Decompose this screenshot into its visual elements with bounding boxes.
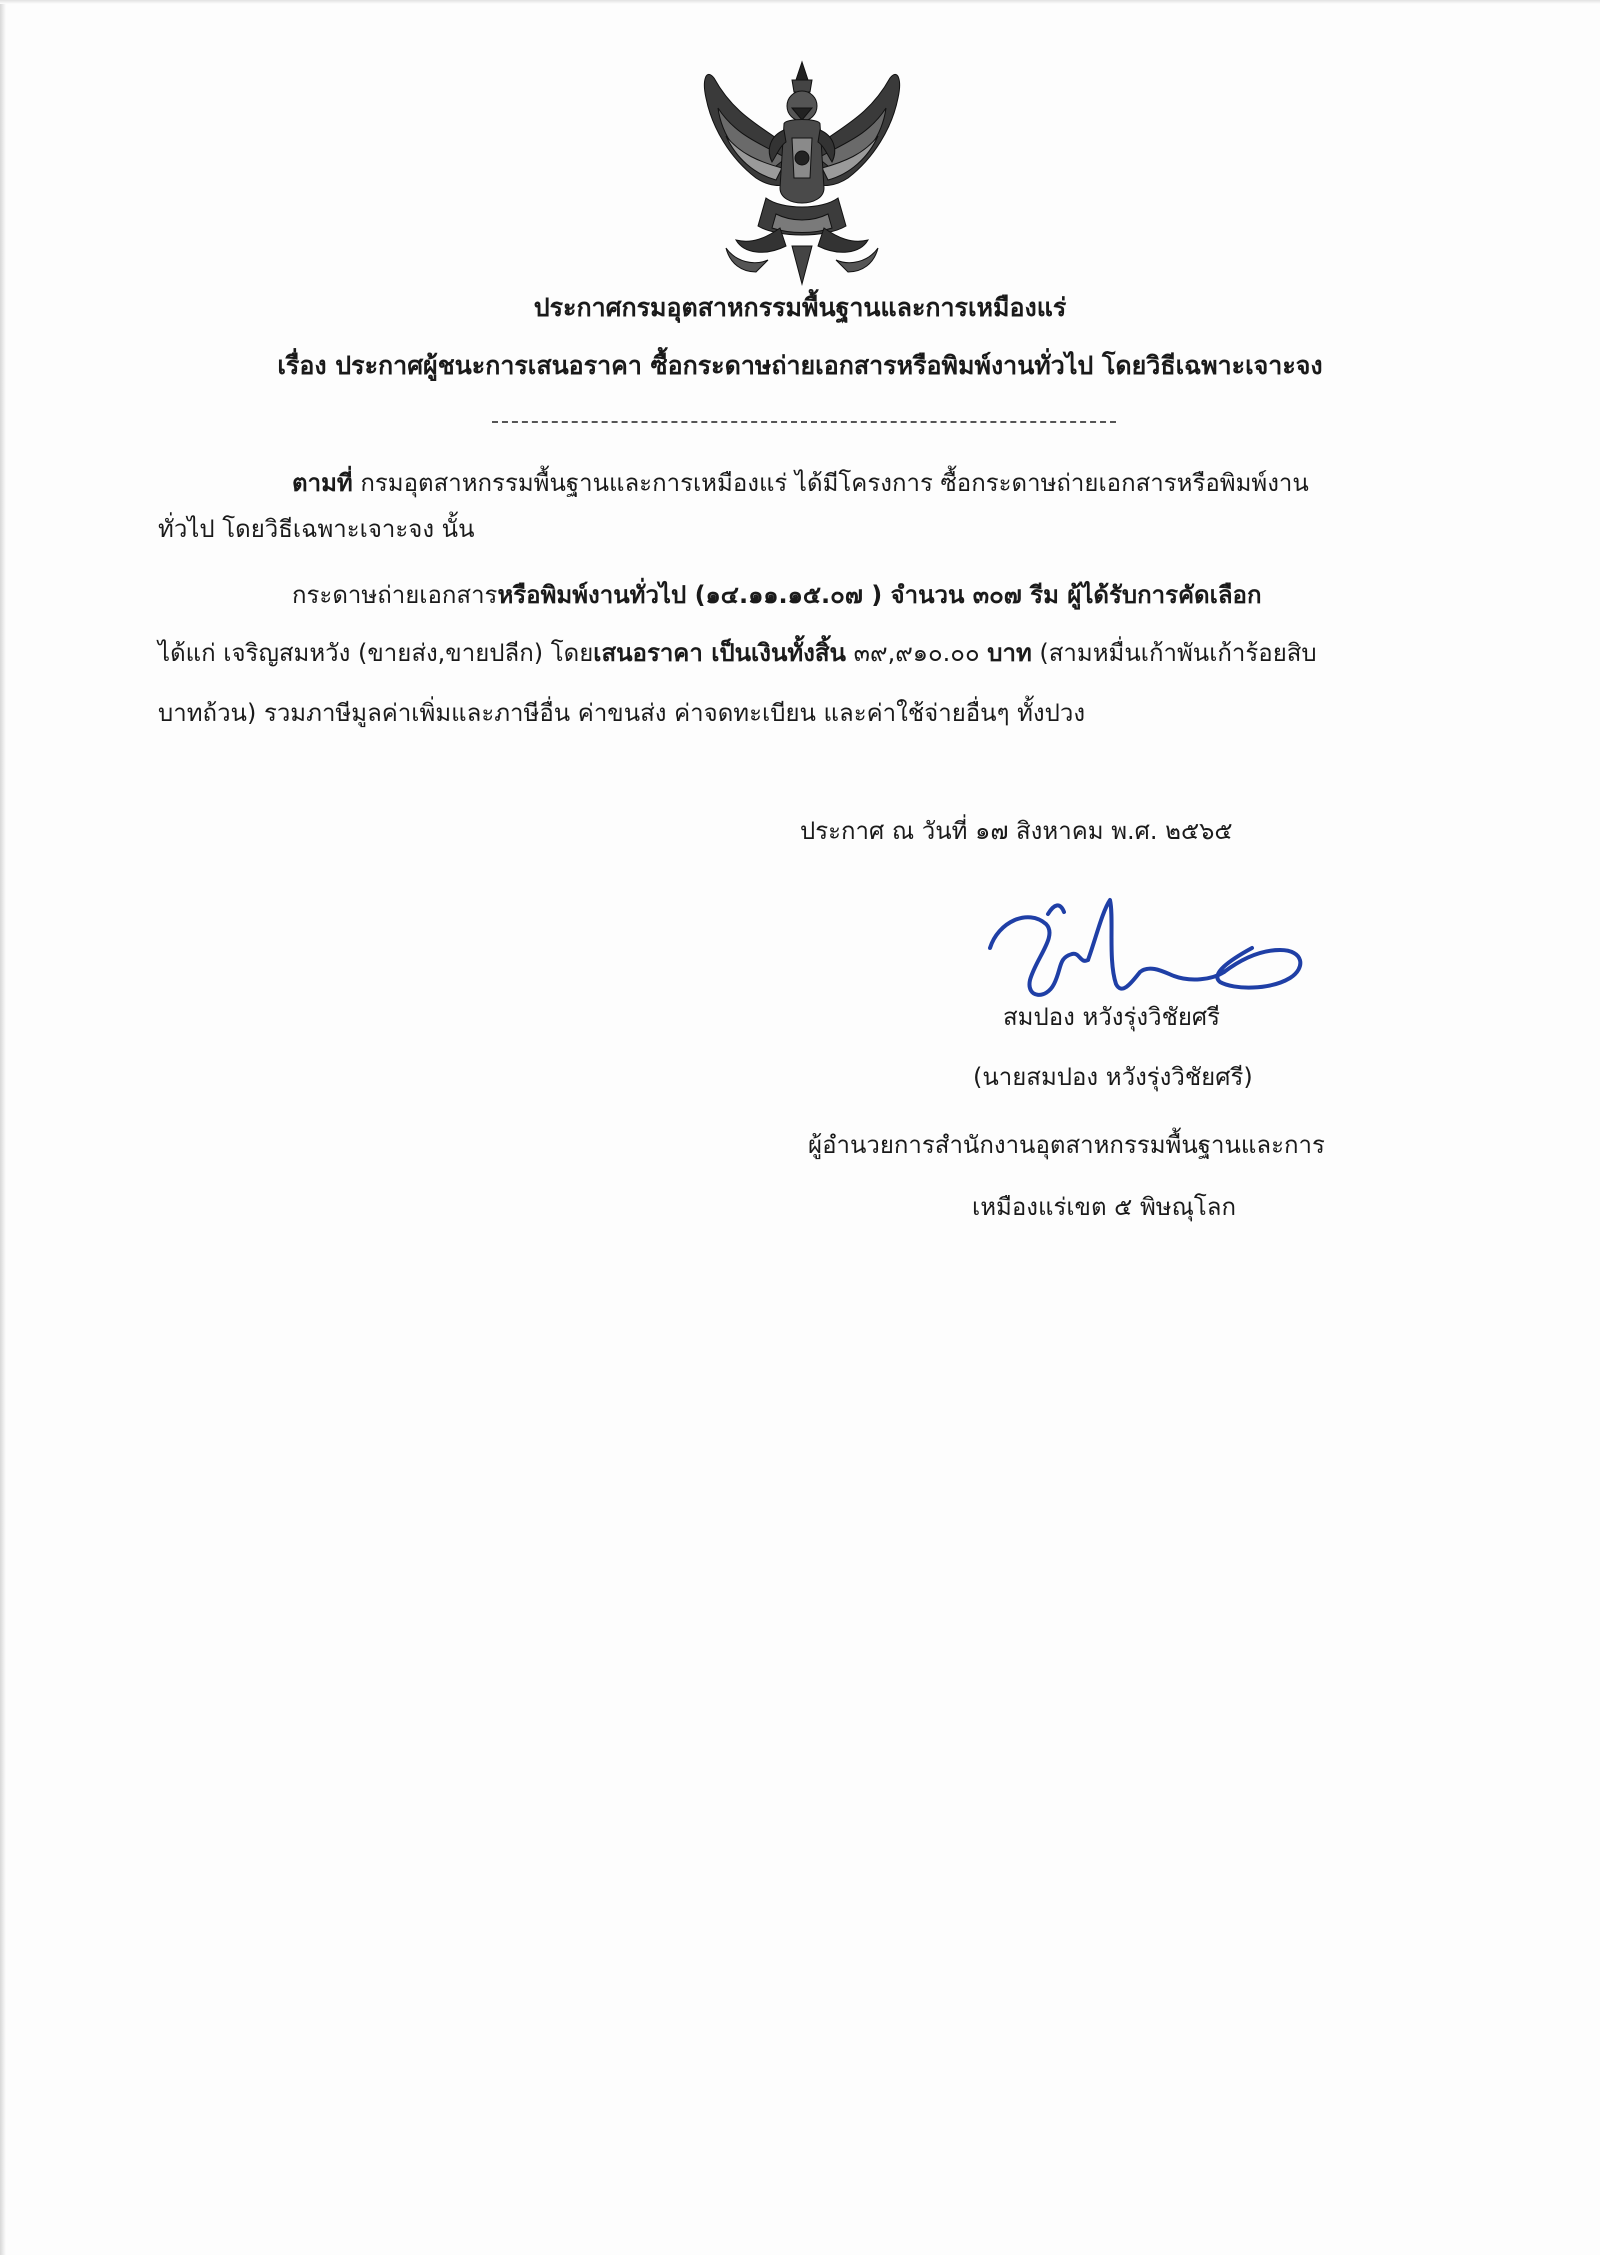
handwritten-signature [984,888,1314,1008]
signer-position-line2: เหมืองแร่เขต ๕ พิษณุโลก [972,1193,1236,1221]
signer-position-line1: ผู้อำนวยการสำนักงานอุตสาหกรรมพื้นฐานและการ [808,1131,1325,1159]
para2-line1-b: หรือพิมพ์งานทั่วไป (๑๔.๑๑.๑๕.๐๗ ) จำนวน ๓๐๗ รีม [497,581,1068,609]
para1-line1 [292,466,1309,500]
para1-line2: ทั่วไป โดยวิธีเฉพาะเจาะจง นั้น [158,515,475,543]
scan-edge-top [0,0,1600,4]
signer-name: สมปอง หวังรุ่งวิชัยศรี [1003,1003,1221,1031]
para2-line1-c: ผู้ได้รับการคัดเลือก [1067,581,1262,609]
dashed-divider [492,421,1116,423]
para2-line2-d: บาท [987,639,1032,667]
signer-full-name: (นายสมปอง หวังรุ่งวิชัยศรี) [973,1063,1253,1091]
para2-line2-b: เสนอราคา เป็นเงินทั้งสิ้น [593,639,846,667]
announcement-title: ประกาศกรมอุตสาหกรรมพื้นฐานและการเหมืองแร่ [533,293,1067,322]
para2-line1-a: กระดาษถ่ายเอกสาร [292,581,498,609]
para2-line3: บาทถ้วน) รวมภาษีมูลค่าเพิ่มและภาษีอื่น ค่าขนส่ง ค่าจดทะเบียน และค่าใช้จ่ายอื่นๆ ทั้งปวง [158,699,1086,727]
announce-date: ประกาศ ณ วันที่ ๑๗ สิงหาคม พ.ศ. ๒๕๖๕ [800,817,1233,845]
scan-edge-left [0,0,6,2255]
garuda-emblem-icon [696,58,908,288]
para1-lead: ตามที่ [292,469,353,497]
para2-line2 [158,636,1317,670]
para2-line2-e: (สามหมื่นเก้าพันเก้าร้อยสิบ [1031,639,1317,667]
announcement-subject: เรื่อง ประกาศผู้ชนะการเสนอราคา ซื้อกระดาษถ่ายเอกสารหรือพิมพ์งานทั่วไป โดยวิธีเฉพาะเจาะจง [277,351,1323,380]
para1-line1-text: กรมอุตสาหกรรมพื้นฐานและการเหมืองแร่ ได้มีโครงการ ซื้อกระดาษถ่ายเอกสารหรือพิมพ์งาน [352,469,1309,497]
para2-line2-c: ๓๙,๙๑๐.๐๐ [845,639,988,667]
para2-line2-a: ได้แก่ เจริญสมหวัง (ขายส่ง,ขายปลีก) โดย [158,639,594,667]
para2-line1 [292,578,1262,612]
